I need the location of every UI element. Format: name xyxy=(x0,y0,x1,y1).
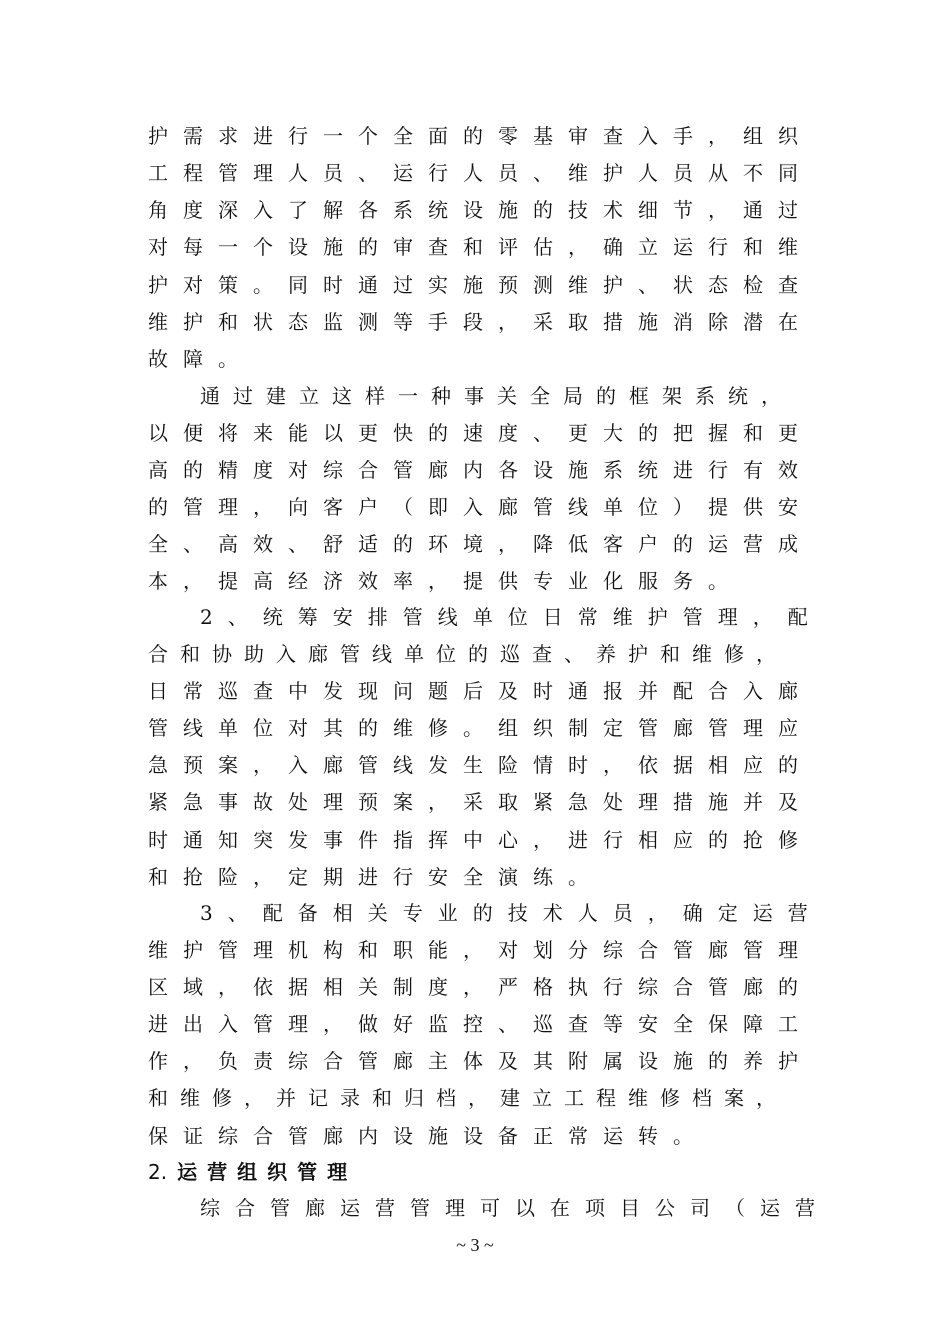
section-number: 2. xyxy=(148,1160,168,1184)
paragraph-line: 的管理，向客户（即入廊管线单位）提供安 xyxy=(148,495,813,519)
paragraph-line: 时通知突发事件指挥中心，进行相应的抢修 xyxy=(148,828,813,852)
paragraph-line: 和抢险，定期进行安全演练。 xyxy=(148,865,603,889)
paragraph-line: 急预案，入廊管线发生险情时，依据相应的 xyxy=(148,753,813,777)
page-number: ~ 3 ~ xyxy=(456,1235,494,1255)
paragraph-line: 区域，依据相关制度，严格执行综合管廊的 xyxy=(148,975,813,999)
section-title: 运营组织管理 xyxy=(177,1160,358,1184)
paragraph-line: 通过建立这样一种事关全局的框架系统， xyxy=(200,384,794,408)
paragraph-line: 紧急事故处理预案，采取紧急处理措施并及 xyxy=(148,790,813,814)
paragraph-line: 日常巡查中发现问题后及时通报并配合入廊 xyxy=(148,679,813,703)
paragraph-line: 进出入管理，做好监控、巡查等安全保障工 xyxy=(148,1012,813,1036)
paragraph-line: 管线单位对其的维修。组织制定管廊管理应 xyxy=(148,716,813,740)
paragraph-line: 高的精度对综合管廊内各设施系统进行有效 xyxy=(148,458,813,482)
paragraph-line: 对每一个设施的审查和评估，确立运行和维 xyxy=(148,235,813,259)
paragraph-line: 故障。 xyxy=(148,347,253,371)
paragraph-line: 3、配备相关专业的技术人员，确定运营 xyxy=(200,901,823,925)
paragraph-line: 2、统筹安排管线单位日常维护管理，配 xyxy=(200,605,823,629)
paragraph-line: 综合管廊运营管理可以在项目公司（运营 xyxy=(200,1196,830,1220)
paragraph-line: 护需求进行一个全面的零基审查入手，组织 xyxy=(148,124,813,148)
paragraph-line: 全、高效、舒适的环境，降低客户的运营成 xyxy=(148,532,813,556)
paragraph-line: 工程管理人员、运行人员、维护人员从不同 xyxy=(148,161,813,185)
paragraph-line: 作，负责综合管廊主体及其附属设施的养护 xyxy=(148,1049,813,1073)
paragraph-line: 护对策。同时通过实施预测维护、状态检查 xyxy=(148,273,813,297)
paragraph-line: 本，提高经济效率，提供专业化服务。 xyxy=(148,569,743,593)
paragraph-line: 维护和状态监测等手段，采取措施消除潜在 xyxy=(148,310,813,334)
paragraph-line: 和维修，并记录和归档，建立工程维修档案， xyxy=(148,1086,788,1110)
paragraph-line: 以便将来能以更快的速度、更大的把握和更 xyxy=(148,421,813,445)
paragraph-line: 合和协助入廊管线单位的巡查、养护和维修， xyxy=(148,642,788,666)
paragraph-line: 保证综合管廊内设施设备正常运转。 xyxy=(148,1124,708,1148)
paragraph-line: 维护管理机构和职能，对划分综合管廊管理 xyxy=(148,938,813,962)
paragraph-line: 角度深入了解各系统设施的技术细节，通过 xyxy=(148,198,813,222)
section-heading xyxy=(148,1160,357,1184)
